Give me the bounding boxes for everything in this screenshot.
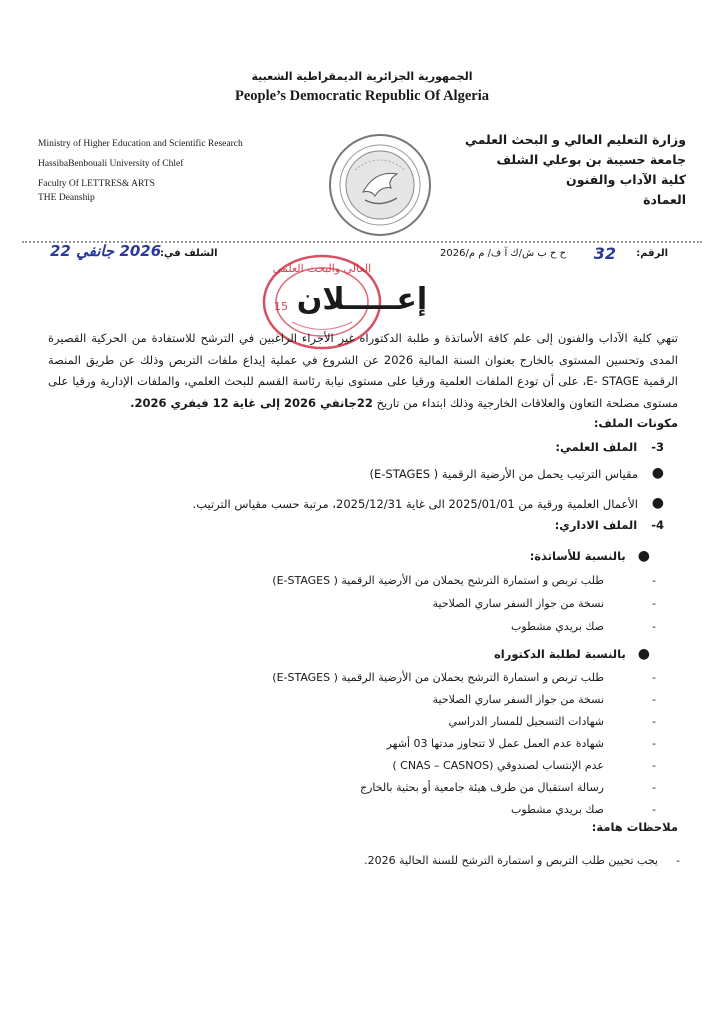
list-item: - طلب تربص و استمارة الترشح يحملان من الأرضية الرقمية ( E-STAGES) [272,574,656,587]
university-ar: جامعة حسيبة بن بوعلي الشلف [496,152,686,167]
date-label: الشلف في: [160,248,218,259]
dash-icon: - [652,737,656,750]
bullet-icon: ● [637,548,650,564]
administrative-file-title: الملف الاداري: [554,518,638,532]
dash-icon: - [652,597,656,610]
dash-icon: - [652,620,656,633]
dash-icon: - [652,781,656,794]
deanship-ar: العمادة [643,192,686,207]
list-item: - طلب تربص و استمارة الترشح يحملان من الأرضية الرقمية ( E-STAGES) [272,671,656,684]
professors-heading: ● بالنسبة للأساتذة: [529,548,650,564]
dash-icon: - [652,715,656,728]
note-item: - يجب تحيين طلب التربص و استمارة الترشح للسنة الحالية 2026. [364,854,680,867]
list-item: ● الأعمال العلمية ورقية من 2025/01/01 الى غاية 2025/12/31، مرتبة حسب مقياس الترتيب. [192,495,664,511]
republic-english: People’s Democratic Republic Of Algeria [235,88,489,104]
bullet-icon: ● [651,495,664,511]
bullet-icon: ● [651,465,664,481]
dash-icon: - [652,803,656,816]
dash-icon: - [652,759,656,772]
administrative-file-heading [555,518,664,532]
republic-arabic: الجمهورية الجزائرية الديمقراطية الشعبية [251,70,473,83]
dash-icon: - [652,671,656,684]
header-left-block [38,137,288,211]
ministry-en: Ministry of Higher Education and Scientific Research [38,139,243,149]
reference-code: ح ح ب ش/ك آ ف/ م م/2026 [440,248,567,259]
intro-dates: 22جانفي 2026 إلى غاية 12 فيفري 2026. [130,395,373,410]
list-item: - شهادة عدم العمل عمل لا تتجاوز مدتها 03 أشهر [386,737,656,750]
components-title: مكونات الملف: [593,416,678,430]
ministry-ar: وزارة التعليم العالي و البحث العلمي [464,132,686,147]
list-item: - صك بريدي مشطوب [511,803,656,816]
university-en: HassibaBenbouali University of Chlef [38,159,184,169]
scientific-file-heading [555,440,664,454]
list-item: ● مقياس الترتيب يحمل من الأرضية الرقمية ( E-STAGES) [369,465,664,481]
intro-text: تنهي كلية الآداب والفنون إلى علم كافة الأساتذة و طلبة الدكتوراه غير الأجراء الراغبين في الترشح للاستفادة من الحركية القصيرة المدى وتحسين المستوى بالخارج بعنوان السنة المالية 2026 عن الشروع في عملية إيداع ملفات التربص وذلك عن طريق المنصة الرقمية E- STAGE، على أن تودع الملفات العلمية ورقيا على مستوى نيابة رئاسة القسم للبحث العلمي، والملفات الإدارية ورقيا على مستوى مصلحة التعاون والعلاقات الخارجية وذلك ابتداء من تاريخ [48,331,678,410]
scientific-file-title: الملف العلمي: [555,440,638,454]
faculty-en: Faculty Of LETTRES& ARTS [38,179,155,189]
dash-icon: - [652,574,656,587]
stamp-text: العالي والبحث العلمي [272,262,372,275]
bullet-icon: ● [637,646,650,662]
page-title: إعـــــلان [296,282,428,317]
faculty-ar: كلية الآداب والفنون [566,172,686,187]
phd-students-heading: ● بالنسبة لطلبة الدكتوراه [494,646,650,662]
administrative-file-number: 4- [651,518,664,532]
list-item: - رسالة استقبال من طرف هيئة جامعية أو بحثية بالخارج [359,781,656,794]
reference-label: الرقم: [636,248,668,259]
list-item: - عدم الإنتساب لصندوقي (CNAS – CASNOS ) [392,759,656,772]
notes-title: ملاحظات هامة: [591,820,678,834]
list-item: - شهادات التسجيل للمسار الدراسي [448,715,656,728]
scientific-file-number: 3- [651,440,664,454]
intro-paragraph [48,328,678,414]
reference-number: 32 [593,244,616,263]
list-item: - صك بريدي مشطوب [511,620,656,633]
dash-icon: - [652,693,656,706]
list-item: - نسخة من جواز السفر ساري الصلاحية [432,597,656,610]
university-logo [325,130,435,240]
dash-icon: - [676,854,680,867]
header-right-block [436,130,686,210]
deanship-en: THE Deanship [38,193,95,203]
stamp-number: 15 [274,300,288,313]
list-item: - نسخة من جواز السفر ساري الصلاحية [432,693,656,706]
date-value: 2026 جانفي 22 [50,242,162,260]
